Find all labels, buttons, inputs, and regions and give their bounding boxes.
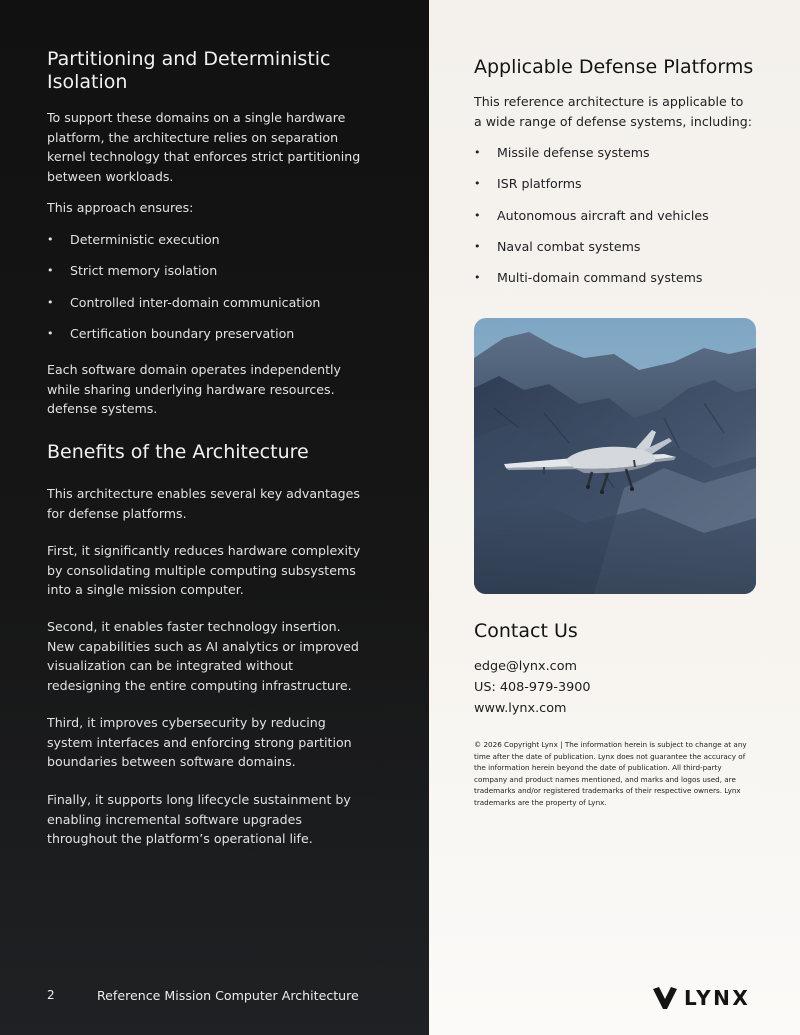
right-panel (429, 0, 800, 1035)
contact-phone: US: 408-979-3900 (474, 680, 591, 695)
benefits-paragraph: This architecture enables several key advantages for defense platforms. (47, 486, 360, 521)
partitioning-bullet-list (47, 230, 377, 355)
list-item: • Naval combat systems (474, 238, 641, 254)
partitioning-intro: To support these domains on a single hardware platform, the architecture relies on separation kernel technology that enforces strict partitioning between workloads. (47, 110, 361, 184)
bullet-icon: • (47, 295, 54, 309)
legal-disclaimer: © 2026 Copyright Lynx | The information herein is subject to change at any time after the date of publication. Lynx does not guarantee the accuracy of the information herein beyond the date of publication. All third-party company and product names mentioned, and marks and logos used, are trademarks and/or registered trademarks of their respective owners. Lynx trademarks are the property of Lynx. (474, 740, 747, 807)
list-item: • Multi-domain command systems (474, 270, 703, 286)
benefits-paragraph: Third, it improves cybersecurity by reducing system interfaces and enforcing strong partition boundaries between software domains. (47, 715, 352, 769)
heading-contact: Contact Us (474, 620, 578, 642)
bullet-icon: • (474, 177, 481, 191)
contact-email-link[interactable]: edge@lynx.com (474, 659, 577, 674)
platforms-bullet-list (474, 143, 764, 299)
list-item: • Certification boundary preservation (47, 325, 295, 341)
heading-partitioning: Partitioning and Deterministic Isolation (47, 48, 331, 94)
platforms-intro: This reference architecture is applicable to a wide range of defense systems, including: (474, 94, 752, 129)
lynx-logo (653, 986, 750, 1010)
list-item: • Strict memory isolation (47, 263, 218, 279)
list-item: • Controlled inter-domain communication (47, 294, 321, 310)
list-item: • Missile defense systems (474, 145, 650, 160)
bullet-icon: • (47, 264, 54, 278)
heading-platforms: Applicable Defense Platforms (474, 56, 754, 78)
contact-website-link[interactable]: www.lynx.com (474, 701, 567, 716)
partitioning-lead: This approach ensures: (47, 200, 194, 215)
partitioning-closing: Each software domain operates independently while sharing underlying hardware resources. defense systems. (47, 362, 341, 416)
bullet-icon: • (474, 239, 481, 253)
bullet-icon: • (474, 208, 481, 222)
benefits-paragraph: Finally, it supports long lifecycle sustainment by enabling incremental software upgrades throughout the platform’s operational life. (47, 792, 351, 846)
list-item: • Autonomous aircraft and vehicles (474, 207, 709, 223)
bullet-icon: • (474, 146, 481, 159)
list-item: • Deterministic execution (47, 232, 220, 247)
page-number: 2 (47, 988, 55, 1002)
lynx-logo-icon (653, 987, 677, 1009)
lynx-wordmark: LYNX (684, 986, 751, 1010)
contact-block (474, 656, 764, 719)
heading-benefits: Benefits of the Architecture (47, 441, 309, 463)
bullet-icon: • (47, 233, 54, 246)
benefits-paragraph: Second, it enables faster technology insertion. New capabilities such as AI analytics or improved visualization can be integrated without redesigning the entire computing infrastructure. (47, 619, 359, 693)
footer-doc-title: Reference Mission Computer Architecture (97, 988, 359, 1003)
list-item: • ISR platforms (474, 176, 582, 192)
bullet-icon: • (47, 326, 54, 340)
bullet-icon: • (474, 271, 481, 285)
benefits-paragraph: First, it significantly reduces hardware complexity by consolidating multiple computing subsystems into a single mission computer. (47, 543, 361, 597)
drone-over-mountains-photo (474, 318, 756, 594)
